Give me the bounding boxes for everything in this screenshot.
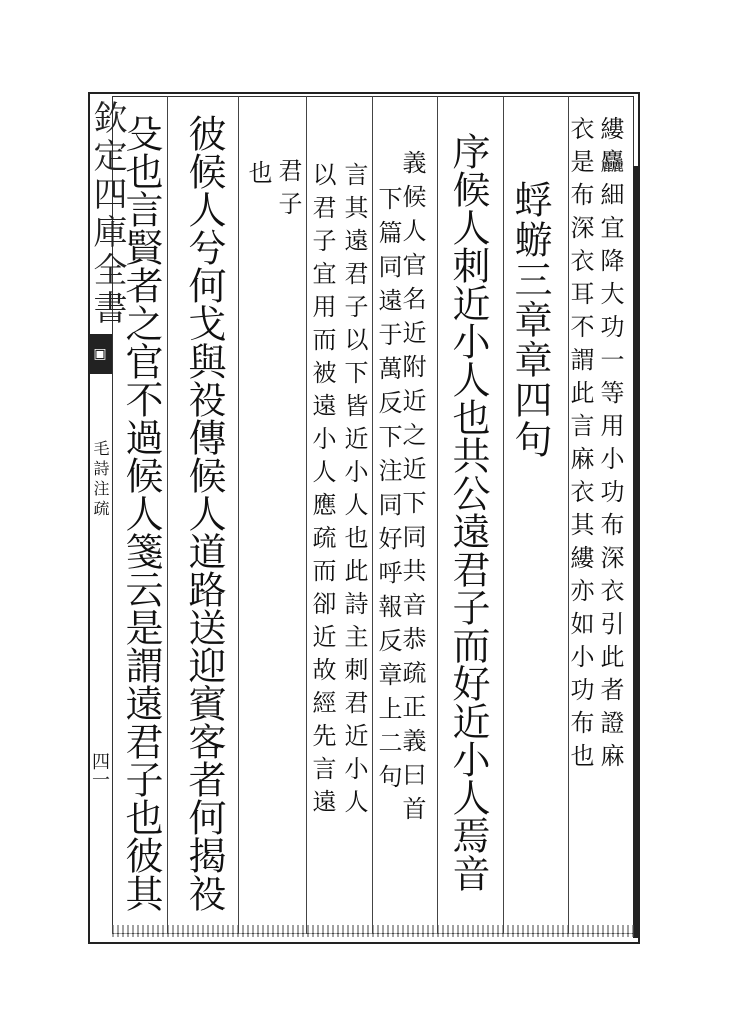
text-column-6: 下篇同遠于萬反下注同好呼報反章上二句 — [374, 186, 402, 798]
seal-mark: ▣ — [88, 334, 112, 374]
text-column-2: 衣是布深衣耳不謂此言麻衣其縷亦如小功布也 — [566, 116, 594, 776]
section-title: 毛詩注疏 — [91, 440, 110, 520]
column-divider — [372, 96, 373, 934]
text-column-5: 義候人官名近附近之近下同共音恭疏正義曰首 — [398, 150, 426, 830]
column-divider — [238, 96, 239, 934]
commentary-line: 殳也言賢者之官不過候人箋云是謂遠君子也彼其 — [119, 114, 163, 912]
column-divider — [503, 96, 504, 934]
text-column-1: 縷麤細宜降大功一等用小功布深衣引此者證麻 — [596, 116, 624, 776]
page-number: 四一 — [89, 752, 110, 788]
column-divider — [437, 96, 438, 934]
column-divider — [306, 96, 307, 934]
text-column-7: 言其遠君子以下皆近小人也此詩主刺君近小人 — [340, 162, 368, 822]
column-divider — [167, 96, 168, 934]
frame-bottom-edge — [112, 925, 634, 937]
chapter-count-line: 蜉蝣三章章四句 — [508, 180, 552, 460]
poem-line: 彼候人兮何戈與祋傳候人道路送迎賓客者何揭祋 — [182, 114, 226, 912]
frame-thick-edge — [633, 166, 639, 938]
text-column-8: 以君子宜用而被遠小人應疏而卻近故經先言遠 — [308, 162, 336, 822]
preface-line: 序候人刺近小人也共公遠君子而好近小人焉音 — [446, 132, 490, 892]
text-column-10: 也 — [244, 160, 272, 193]
book-title: 欽定四庫全書 — [87, 100, 127, 328]
text-column-9: 君子 — [274, 158, 302, 224]
